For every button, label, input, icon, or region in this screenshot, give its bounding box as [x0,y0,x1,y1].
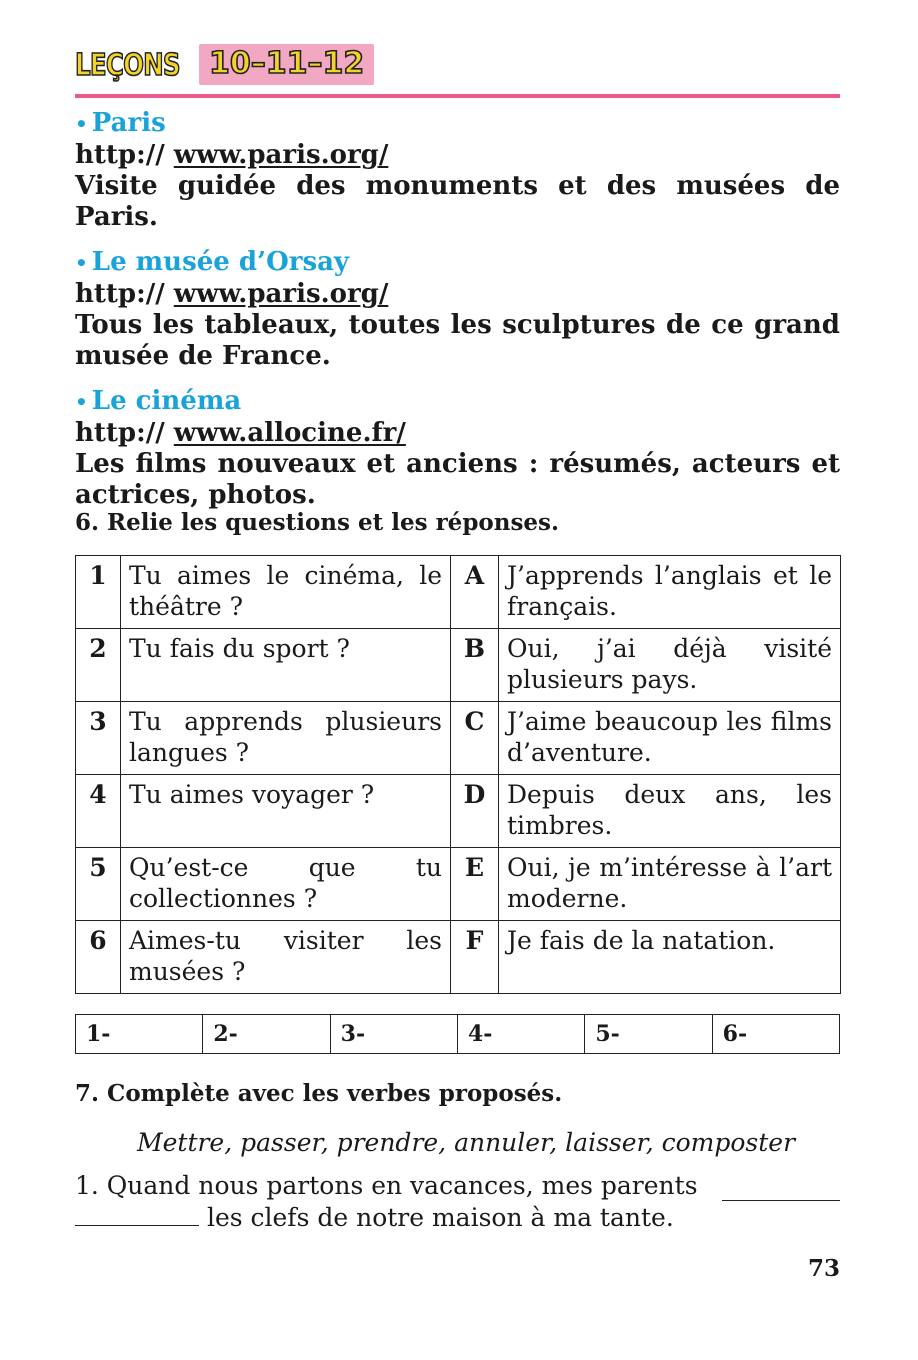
answer-letter: A [451,556,499,629]
fill-in-blank[interactable] [75,1203,199,1226]
resource-item [75,108,840,233]
resource-link[interactable]: www.paris.org/ [173,140,389,170]
answer-slot[interactable]: 4- [457,1015,584,1054]
resource-url: http:// www.allocine.fr/ [75,418,406,448]
resource-title: • Le musée d’Orsay [75,247,350,277]
sentence-text: 1. Quand nous partons en vacances, mes parents [75,1171,698,1200]
bullet-icon: • [75,112,88,136]
question-number: 3 [76,702,121,775]
table-row [76,921,841,994]
answer-text: Oui, je m’intéresse à l’art moderne. [499,848,841,921]
question-text: Qu’est-ce que tu collectionnes ? [121,848,451,921]
answer-letter: C [451,702,499,775]
verb-list: Mettre, passer, prendre, annuler, laisser, composter [137,1128,796,1157]
sentence-text: les clefs de notre maison à ma tante. [206,1203,674,1232]
resource-title: • Le cinéma [75,386,242,416]
resource-description: Les films nouveaux et anciens : résumés, acteurs et actrices, photos. [75,449,840,510]
lecons-label: LEÇONS [75,48,180,83]
bullet-icon: • [75,390,88,414]
table-row [76,848,841,921]
question-text: Tu apprends plusieurs langues ? [121,702,451,775]
table-row [76,702,841,775]
answer-slot[interactable]: 5- [585,1015,712,1054]
answer-letter: E [451,848,499,921]
answer-text: J’aime beaucoup les films d’aventure. [499,702,841,775]
bullet-icon: • [75,251,88,275]
answer-row [76,1015,840,1054]
answer-slot[interactable]: 6- [712,1015,839,1054]
exercise-7-title: 7. Complète avec les verbes proposés. [75,1080,563,1107]
question-number: 2 [76,629,121,702]
resource-list [75,108,840,525]
question-text: Aimes-tu visiter les musées ? [121,921,451,994]
resource-link[interactable]: www.allocine.fr/ [173,418,406,448]
answer-letter: F [451,921,499,994]
table-row [76,775,841,848]
answer-slot[interactable]: 2- [203,1015,330,1054]
textbook-page [75,40,840,1282]
question-number: 4 [76,775,121,848]
resource-description: Tous les tableaux, toutes les sculptures de ce grand musée de France. [75,310,840,371]
resource-link[interactable]: www.paris.org/ [173,279,389,309]
page-number: 73 [807,1255,840,1282]
resource-item [75,386,840,511]
resource-url: http:// www.paris.org/ [75,140,389,170]
answer-text: Oui, j’ai déjà visité plusieurs pays. [499,629,841,702]
question-number: 1 [76,556,121,629]
resource-url: http:// www.paris.org/ [75,279,389,309]
question-number: 6 [76,921,121,994]
answer-slot[interactable]: 1- [76,1015,203,1054]
answer-text: Je fais de la natation. [499,921,841,994]
question-number: 5 [76,848,121,921]
question-text: Tu fais du sport ? [121,629,451,702]
matching-table [75,555,841,994]
table-row [76,556,841,629]
resource-item [75,247,840,372]
answer-text: J’apprends l’anglais et le français. [499,556,841,629]
answer-letter: B [451,629,499,702]
resource-title: • Paris [75,108,166,138]
question-text: Tu aimes le cinéma, le théâtre ? [121,556,451,629]
exercise-6-title: 6. Relie les questions et les réponses. [75,509,559,536]
answer-slot[interactable]: 3- [330,1015,457,1054]
answer-letter: D [451,775,499,848]
resource-description: Visite guidée des monuments et des musées de Paris. [75,171,840,232]
question-text: Tu aimes voyager ? [121,775,451,848]
fill-in-blank[interactable] [722,1178,840,1201]
exercise-sentence [75,1170,840,1234]
table-row [76,629,841,702]
answer-text: Depuis deux ans, les timbres. [499,775,841,848]
lecons-numbers: 10–11–12 [199,44,374,85]
header-divider [75,94,840,98]
lesson-header [75,40,840,96]
answer-grid [75,1014,840,1054]
